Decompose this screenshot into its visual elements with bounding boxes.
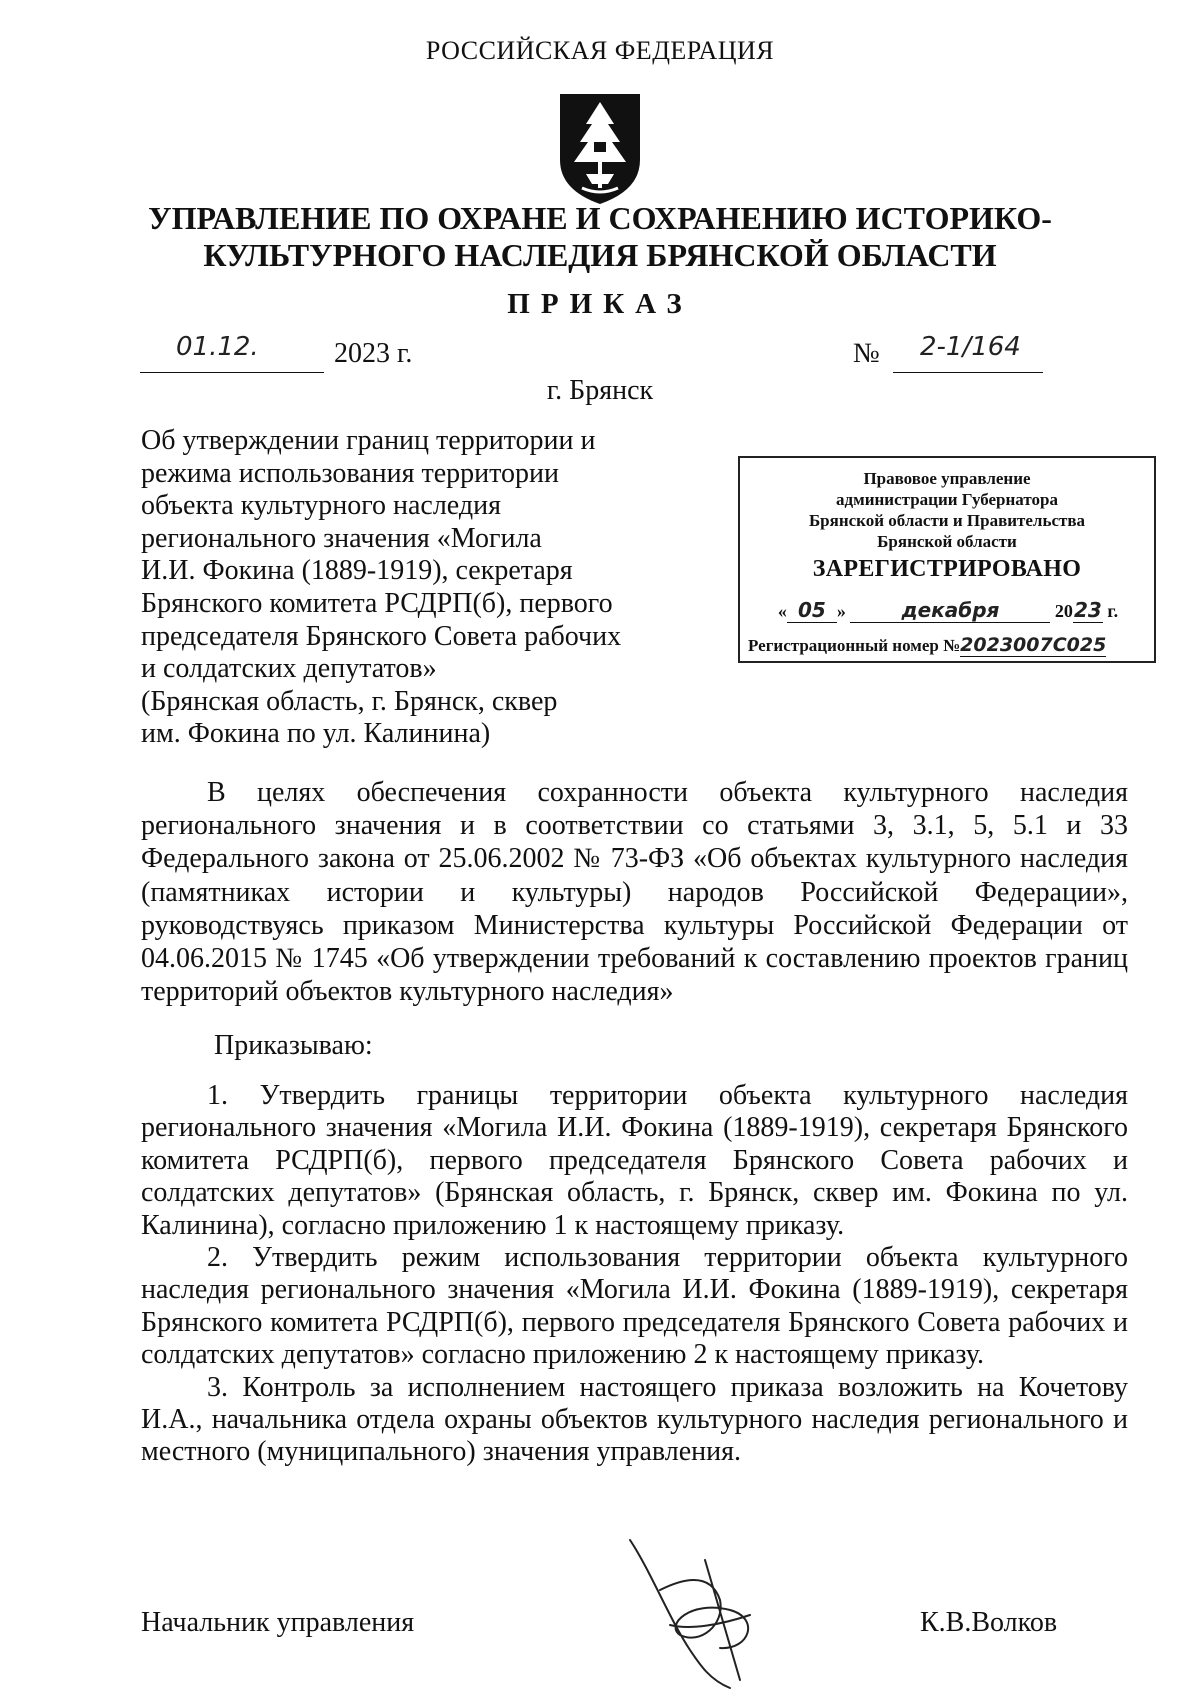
number-sign: № xyxy=(853,338,880,369)
subject-line: председателя Брянского Совета рабочих xyxy=(141,620,622,652)
stamp-reg-label: Регистрационный номер № xyxy=(748,636,961,655)
subject-line: объекта культурного наследия xyxy=(141,490,501,522)
order-word: Приказываю: xyxy=(214,1030,373,1061)
stamp-year: 23 xyxy=(1074,598,1102,622)
order-items xyxy=(141,1080,1128,1469)
order-item: 3. Контроль за исполнением настоящего приказа возложить на Кочетову И.А., начальника отдела охраны объектов культурного наследия регионального и местного (муниципального) значения управления. xyxy=(141,1371,1128,1468)
stamp-line: Брянской области xyxy=(877,532,1017,551)
handwritten-date: 01.12. xyxy=(176,332,259,362)
stamp-day: 05 xyxy=(787,598,837,623)
subject-line: режима использования территории xyxy=(141,457,559,489)
stamp-date-row: « 05 » декабря 2023 г. xyxy=(777,598,1119,622)
organization-name xyxy=(130,200,1070,274)
signer-name: К.В.Волков xyxy=(920,1607,1058,1638)
subject-line: и солдатских депутатов» xyxy=(141,653,437,685)
document-year: 2023 г. xyxy=(334,338,413,369)
subject-line: И.И. Фокина (1889-1919), секретаря xyxy=(141,555,573,587)
stamp-reg-number-row xyxy=(748,634,1148,656)
document-type: ПРИКАЗ xyxy=(507,288,693,320)
preamble-text: В целях обеспечения сохранности объекта культурного наследия регионального значения и в соответствии со статьями 3, 3.1, 5, 5.1 и 33 Федерального закона от 25.06.2002 № 73-ФЗ «Об объектах культурного наследия (памятниках истории и культуры) народов Российской Федерации», руководствуясь приказом Министерства культуры Российской Федерации от 04.06.2015 № 1745 «Об утверждении требований к составлению проектов границ территорий объектов культурного наследия» xyxy=(141,777,1128,1008)
organization-name-line1: УПРАВЛЕНИЕ ПО ОХРАНЕ И СОХРАНЕНИЮ ИСТОРИКО- xyxy=(148,200,1052,236)
preamble xyxy=(141,776,1128,1008)
subject-line: регионального значения «Могила xyxy=(141,522,542,554)
subject-line: (Брянская область, г. Брянск, сквер xyxy=(141,685,558,717)
stamp-year-prefix: 20 xyxy=(1054,601,1073,621)
stamp-line: Брянской области и Правительства xyxy=(808,511,1086,530)
registration-stamp xyxy=(738,456,1156,663)
document-subject xyxy=(141,425,650,751)
stamp-month: декабря xyxy=(850,598,1050,623)
subject-line: Брянского комитета РСДРП(б), первого xyxy=(141,587,613,619)
order-item: 2. Утвердить режим использования территории объекта культурного наследия регионального значения «Могила И.И. Фокина (1889-1919), секретаря Брянского комитета РСДРП(б), первого председателя Брянского Совета рабочих и солдатских депутатов» согласно приложению 2 к настоящему приказу. xyxy=(141,1242,1128,1371)
stamp-reg-number: 2023007С025 xyxy=(960,634,1107,656)
document-city: г. Брянск xyxy=(546,375,654,406)
signer-position: Начальник управления xyxy=(141,1607,415,1638)
bryansk-coat-of-arms-icon xyxy=(556,90,644,208)
order-item: 1. Утвердить границы территории объекта культурного наследия регионального значения «Могила И.И. Фокина (1889-1919), секретаря Брянского комитета РСДРП(б), первого председателя Брянского Совета рабочих и солдатских депутатов» (Брянская область, г. Брянск, сквер им. Фокина по ул. Калинина), согласно приложению 1 к настоящему приказу. xyxy=(141,1080,1128,1241)
stamp-year-suffix: г. xyxy=(1107,601,1119,621)
country-header: РОССИЙСКАЯ ФЕДЕРАЦИЯ xyxy=(425,36,775,65)
stamp-line: администрации Губернатора xyxy=(836,490,1058,509)
handwritten-signature xyxy=(610,1530,820,1690)
stamp-line: Правовое управление xyxy=(863,469,1031,488)
handwritten-document-number: 2-1/164 xyxy=(920,332,1021,362)
subject-line: им. Фокина по ул. Калинина) xyxy=(141,718,491,750)
subject-line: Об утверждении границ территории и xyxy=(141,425,596,456)
stamp-registered: ЗАРЕГИСТРИРОВАНО xyxy=(812,556,1082,582)
organization-name-line2: КУЛЬТУРНОГО НАСЛЕДИЯ БРЯНСКОЙ ОБЛАСТИ xyxy=(203,237,997,273)
